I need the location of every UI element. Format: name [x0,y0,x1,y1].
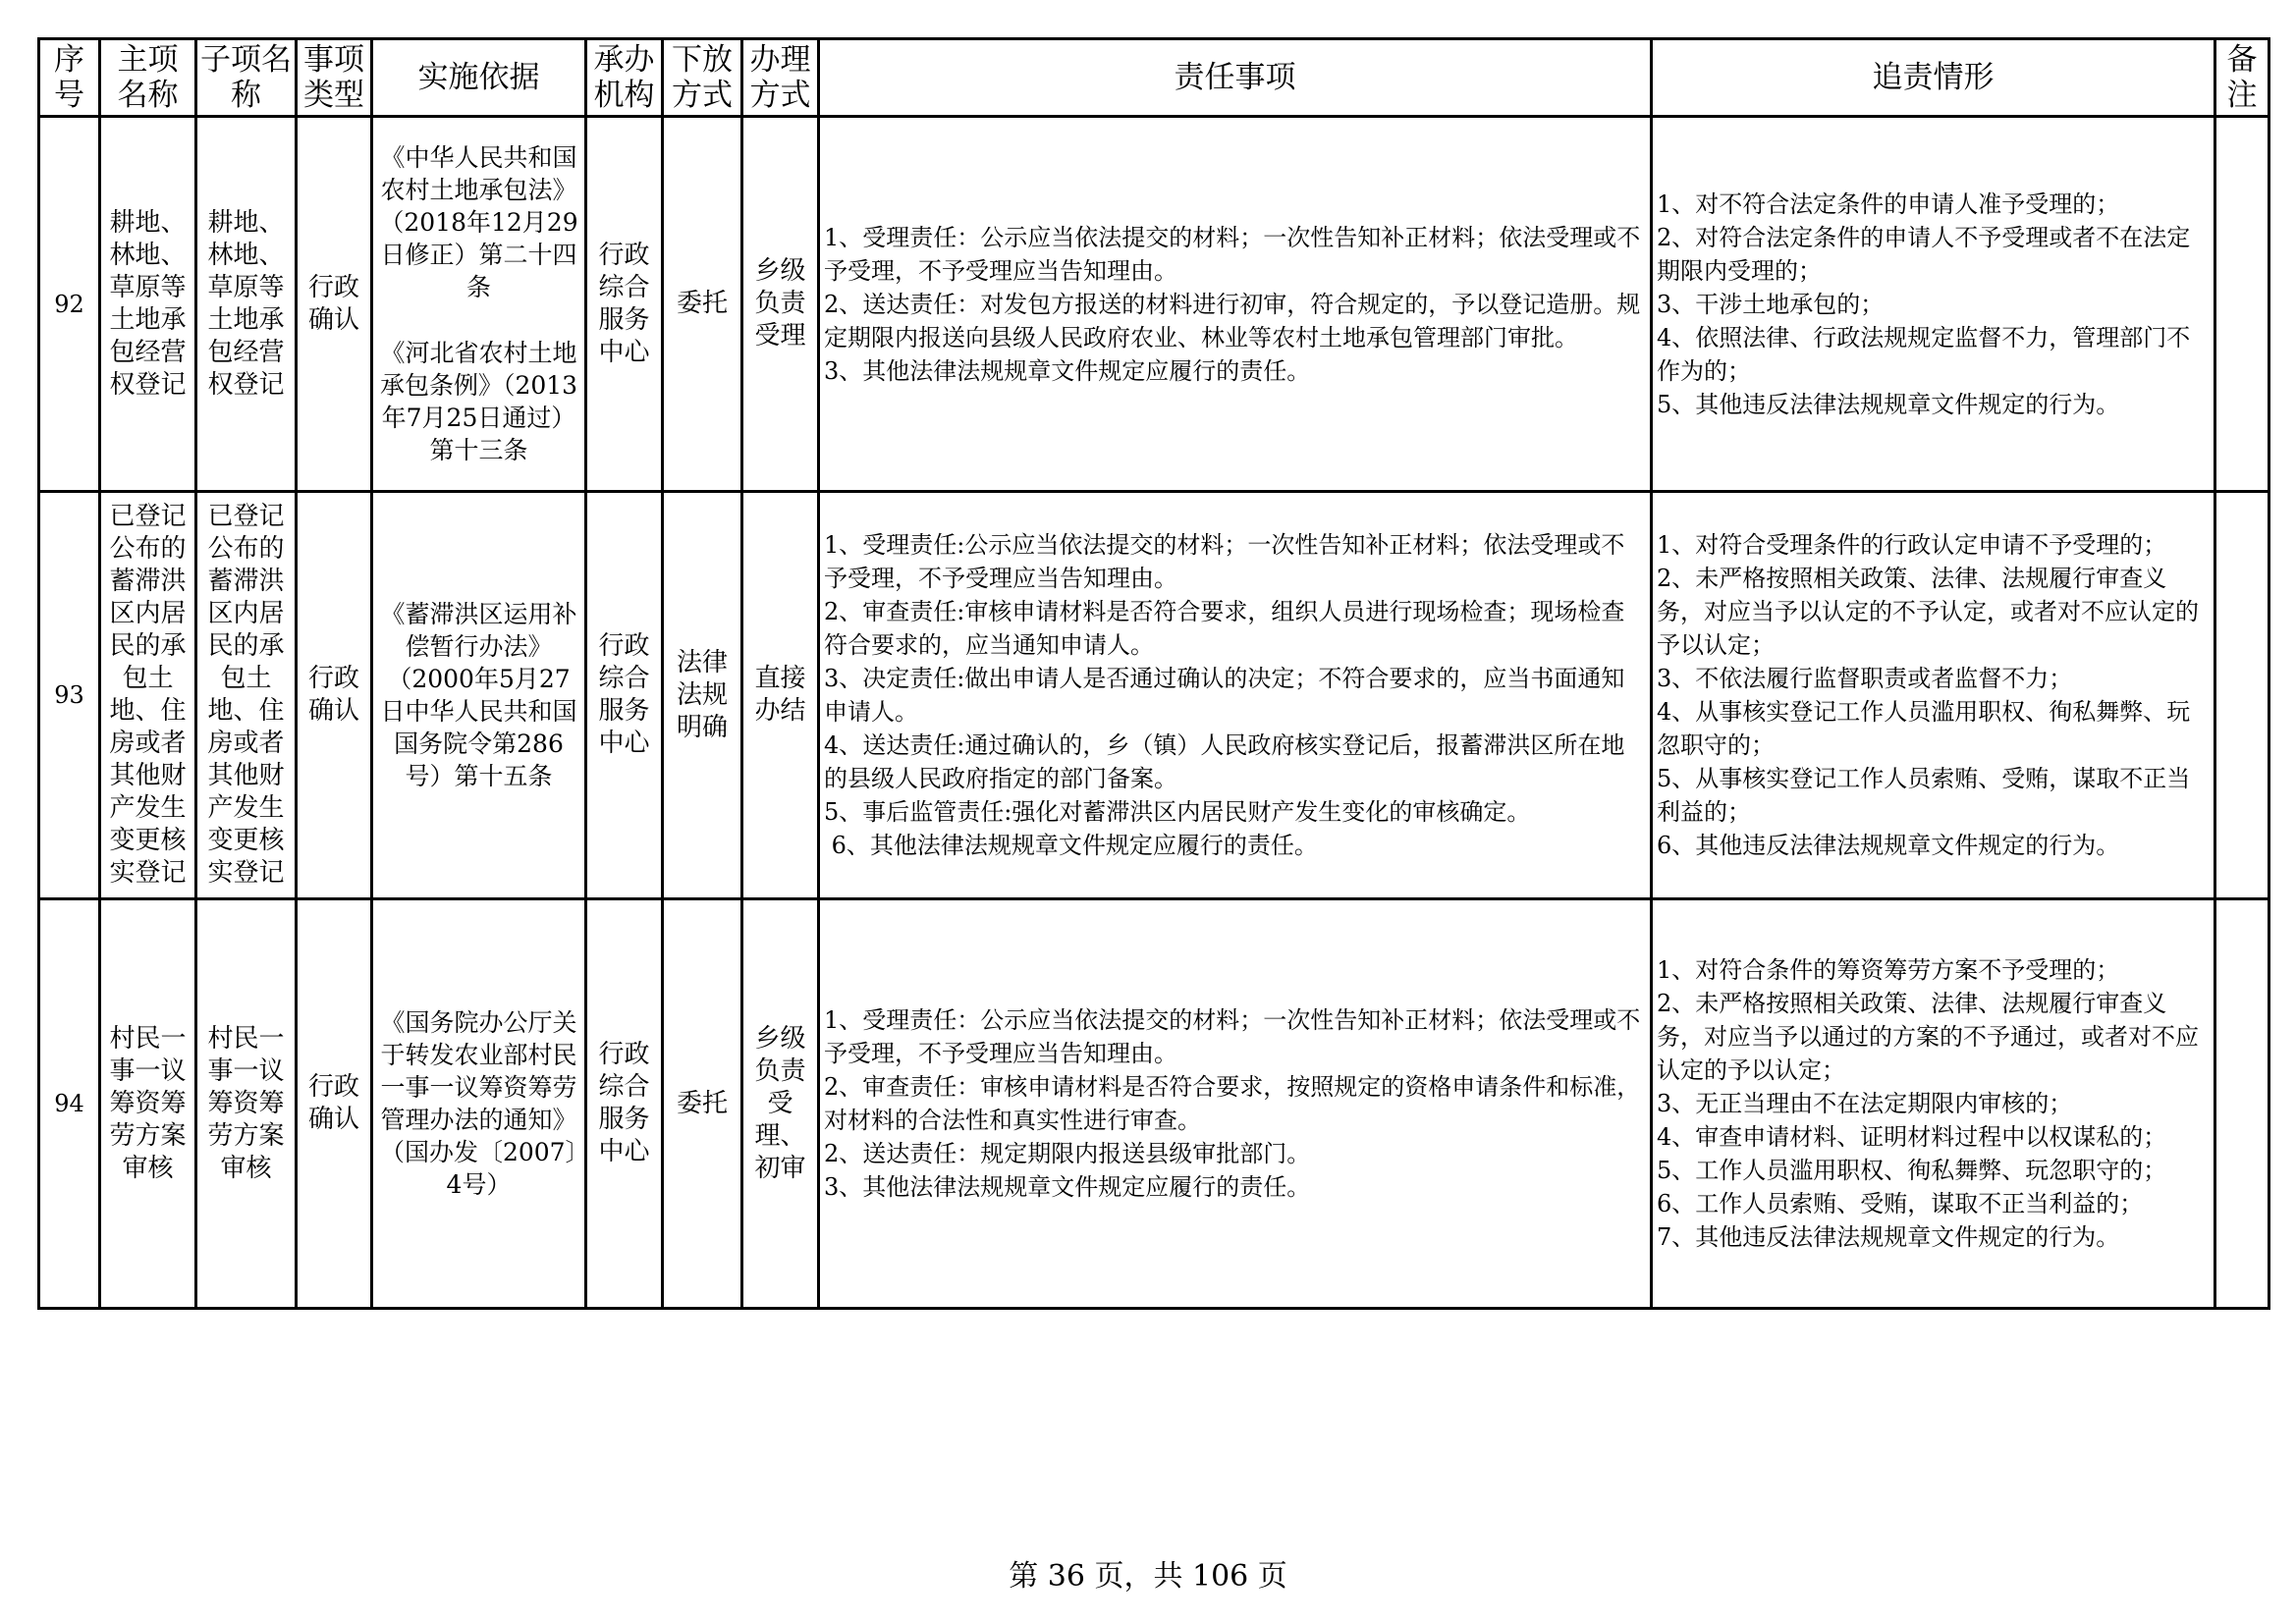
header-basis: 实施依据 [372,39,586,117]
remarks-cell [2215,492,2269,899]
basis-text: 《河北省农村土地承包条例》（2013年7月25日通过）第十三条 [379,339,578,464]
org-cell: 行政综合服务中心 [586,117,663,492]
responsibility-cell [819,117,1652,492]
responsibility-line: 1、受理责任:公示应当依法提交的材料；一次性告知补正材料；依法受理或不予受理，不予受理应当告知理由。 [824,531,1625,592]
type-cell: 行政确认 [297,492,372,899]
table-row [39,899,2269,1309]
table-row [39,117,2269,492]
handling-cell: 乡级负责受理 [742,117,819,492]
type-cell: 行政确认 [297,117,372,492]
responsibility-table [37,37,2270,1310]
basis-text: 《蓄滞洪区运用补偿暂行办法》（2000年5月27日中华人民共和国国务院令第286号）第十五条 [380,600,577,790]
responsibility-line: 2、送达责任：规定期限内报送县级审批部门。 [824,1140,1311,1167]
accountability-cell [1652,899,2215,1309]
header-delegation: 下放方式 [663,39,742,117]
org-cell: 行政综合服务中心 [586,492,663,899]
header-row [39,39,2269,117]
sub-item-cell: 村民一事一议筹资筹劳方案审核 [196,899,297,1309]
accountability-line: 5、工作人员滥用职权、徇私舞弊、玩忽职守的； [1657,1157,2167,1184]
accountability-cell [1652,117,2215,492]
sub-item-cell: 已登记公布的蓄滞洪区内居民的承包土地、住房或者其他财产发生变更核实登记 [196,492,297,899]
remarks-cell [2215,117,2269,492]
responsibility-line: 2、审查责任：审核申请材料是否符合要求，按照规定的资格申请条件和标准，对材料的合法性和真实性进行审查。 [824,1073,1641,1134]
header-main-item: 主项名称 [100,39,196,117]
handling-cell: 乡级负责受理、初审 [742,899,819,1309]
seq-cell: 93 [39,492,100,899]
accountability-line: 2、未严格按照相关政策、法律、法规履行审查义务，对应当予以通过的方案的不予通过，或者对不应认定的予以认定； [1657,990,2199,1084]
header-accountability: 追责情形 [1652,39,2215,117]
responsibility-line: 6、其他法律法规规章文件规定应履行的责任。 [824,832,1318,859]
header-seq: 序号 [39,39,100,117]
accountability-line: 6、其他违反法律法规规章文件规定的行为。 [1657,832,2120,859]
main-item-cell: 耕地、林地、草原等土地承包经营权登记 [100,117,196,492]
responsibility-line: 3、其他法律法规规章文件规定应履行的责任。 [824,1173,1311,1201]
responsibility-line: 2、送达责任：对发包方报送的材料进行初审，符合规定的，予以登记造册。规定期限内报送向县级人民政府农业、林业等农村土地承包管理部门审批。 [824,290,1641,352]
main-item-cell: 村民一事一议筹资筹劳方案审核 [100,899,196,1309]
delegation-cell: 委托 [663,117,742,492]
type-cell: 行政确认 [297,899,372,1309]
responsibility-cell [819,899,1652,1309]
responsibility-line: 5、事后监管责任:强化对蓄滞洪区内居民财产发生变化的审核确定。 [824,798,1531,826]
org-cell: 行政综合服务中心 [586,899,663,1309]
accountability-line: 6、工作人员索贿、受贿，谋取不正当利益的； [1657,1190,2144,1217]
basis-text: 《中华人民共和国农村土地承包法》（2018年12月29日修正）第二十四条 [379,143,578,301]
header-remarks: 备注 [2215,39,2269,117]
responsibility-line: 1、受理责任：公示应当依法提交的材料；一次性告知补正材料；依法受理或不予受理，不予受理应当告知理由。 [824,223,1641,285]
accountability-line: 1、对不符合法定条件的申请人准予受理的； [1657,189,2120,218]
remarks-cell [2215,899,2269,1309]
accountability-line: 4、审查申请材料、证明材料过程中以权谋私的； [1657,1123,2167,1151]
page-number: 第 36 页，共 106 页 [1009,1559,1287,1594]
accountability-line: 5、其他违反法律法规规章文件规定的行为。 [1657,390,2120,418]
responsibility-line: 4、送达责任:通过确认的，乡（镇）人民政府核实登记后，报蓄滞洪区所在地的县级人民政府指定的部门备案。 [824,731,1625,792]
accountability-line: 7、其他违反法律法规规章文件规定的行为。 [1657,1223,2120,1251]
seq-cell: 94 [39,899,100,1309]
table-row [39,492,2269,899]
basis-text: 《国务院办公厅关于转发农业部村民一事一议筹资筹劳管理办法的通知》（国办发〔2007〕4号） [379,1008,578,1199]
header-org: 承办机构 [586,39,663,117]
handling-cell: 直接办结 [742,492,819,899]
accountability-line: 4、依照法律、行政法规规定监督不力，管理部门不作为的； [1657,323,2191,385]
accountability-line: 2、对符合法定条件的申请人不予受理或者不在法定期限内受理的； [1657,223,2191,285]
seq-cell: 92 [39,117,100,492]
responsibility-line: 3、决定责任:做出申请人是否通过确认的决定；不符合要求的，应当书面通知申请人。 [824,665,1625,726]
delegation-cell: 委托 [663,899,742,1309]
header-responsibility: 责任事项 [819,39,1652,117]
responsibility-cell [819,492,1652,899]
accountability-cell [1652,492,2215,899]
delegation-cell: 法律法规明确 [663,492,742,899]
basis-cell [372,117,586,492]
accountability-line: 1、对符合条件的筹资筹劳方案不予受理的； [1657,956,2120,984]
accountability-line: 2、未严格按照相关政策、法律、法规履行审查义务，对应当予以认定的不予认定，或者对不应认定的予以认定； [1657,565,2199,659]
basis-cell [372,492,586,899]
basis-cell [372,899,586,1309]
accountability-line: 3、不依法履行监督职责或者监督不力； [1657,665,2073,692]
main-item-cell: 已登记公布的蓄滞洪区内居民的承包土地、住房或者其他财产发生变更核实登记 [100,492,196,899]
sub-item-cell: 耕地、林地、草原等土地承包经营权登记 [196,117,297,492]
responsibility-line: 3、其他法律法规规章文件规定应履行的责任。 [824,356,1311,385]
header-type: 事项类型 [297,39,372,117]
accountability-line: 3、干涉土地承包的； [1657,290,1885,318]
accountability-line: 1、对符合受理条件的行政认定申请不予受理的； [1657,531,2167,559]
responsibility-line: 2、审查责任:审核申请材料是否符合要求，组织人员进行现场检查；现场检查符合要求的，应当通知申请人。 [824,598,1625,659]
accountability-line: 4、从事核实登记工作人员滥用职权、徇私舞弊、玩忽职守的； [1657,698,2191,759]
header-sub-item: 子项名称 [196,39,297,117]
header-handling: 办理方式 [742,39,819,117]
accountability-line: 5、从事核实登记工作人员索贿、受贿，谋取不正当利益的； [1657,765,2191,826]
accountability-line: 3、无正当理由不在法定期限内审核的； [1657,1090,2073,1117]
responsibility-line: 1、受理责任：公示应当依法提交的材料；一次性告知补正材料；依法受理或不予受理，不予受理应当告知理由。 [824,1006,1641,1067]
